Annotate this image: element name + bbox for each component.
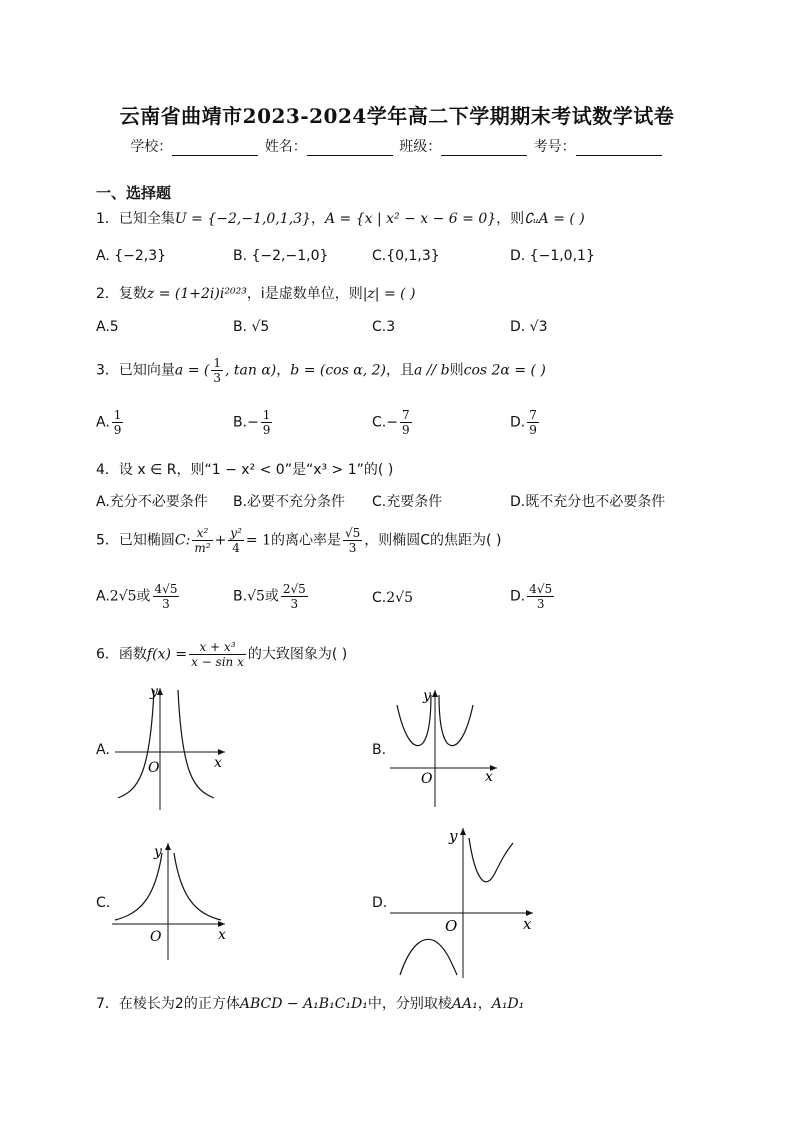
q2-abs: |z| = ( ) [362, 286, 416, 302]
graph-a-curve-left [118, 690, 154, 798]
q7-edge-1: AA₁ [451, 996, 478, 1012]
q7-sep: ， [477, 996, 492, 1012]
number-blank[interactable] [576, 141, 662, 156]
q5-f2-num: y² [230, 526, 242, 540]
q1-option-a[interactable]: A. {−2,3} [96, 248, 167, 264]
q3-frac-num: 1 [213, 356, 222, 370]
q2-text-a: 复数 [118, 286, 147, 302]
q5-c-label: C. [372, 590, 387, 606]
graph-b-label[interactable]: B. [372, 742, 387, 758]
school-blank[interactable] [172, 141, 258, 156]
q7-edge-2: A₁D₁ [491, 996, 525, 1012]
graph-a-x-label: x [214, 755, 222, 771]
question-3 [96, 356, 546, 385]
q3-b-label: B. [233, 414, 248, 431]
q5-b-num: 2√5 [282, 582, 306, 596]
q5-plus: + [214, 532, 227, 549]
q3-vec-a-post: , tan α) [225, 362, 277, 379]
q2-option-b[interactable]: B. √5 [233, 319, 270, 335]
q2-option-d[interactable]: D. √3 [510, 319, 548, 335]
q3-option-b[interactable] [233, 408, 274, 437]
question-7 [96, 993, 524, 1013]
q3-sep: ， [276, 362, 291, 379]
graph-c[interactable] [110, 838, 235, 963]
q5-b-label: B. [233, 588, 248, 605]
school-label: 学校： [130, 139, 173, 155]
q4-option-c[interactable]: C.充要条件 [372, 494, 443, 510]
q1-option-b[interactable]: B. {−2,−1,0} [233, 248, 329, 264]
q5-d-label: D. [510, 588, 526, 605]
q3-text-a: 已知向量 [118, 362, 175, 379]
q5-option-d[interactable] [510, 582, 556, 611]
q5-a-label: A. [96, 588, 110, 605]
graph-c-curve-right [174, 853, 221, 920]
q5-text-a: 已知椭圆 [118, 532, 175, 549]
graph-b-curve-right [439, 695, 473, 746]
q2-option-c[interactable]: C.3 [372, 319, 396, 335]
q2-expr: z = (1+2i)i²⁰²³ [146, 286, 247, 302]
q5-b-frac [281, 582, 308, 611]
graph-a[interactable] [110, 680, 240, 815]
q1-set-u: U = {−2,−1,0,1,3} [174, 211, 311, 227]
q3-d-frac [527, 408, 539, 437]
q5-option-a[interactable] [96, 582, 181, 611]
q3-c-sign: − [386, 414, 398, 431]
q1-text-b: ， [310, 211, 325, 227]
q6-text-b: 的大致图象为( ) [247, 646, 348, 663]
q3-option-a[interactable] [96, 408, 125, 437]
q5-a-frac [153, 582, 180, 611]
q5-a-val: 2√5 [109, 588, 137, 605]
graph-d-label[interactable]: D. [372, 895, 388, 911]
q5-b-den: 3 [290, 597, 299, 611]
q4-number: 4． [96, 462, 119, 478]
q1-number: 1． [96, 211, 119, 227]
q5-text-b: 的离心率是 [270, 532, 341, 549]
q5-frac-2 [228, 526, 244, 555]
q3-b-sign: − [247, 414, 259, 431]
q3-parallel: a // b [413, 362, 450, 379]
q3-vec-a-pre: a = ( [174, 362, 210, 379]
q3-b-frac [261, 408, 273, 437]
q5-number: 5． [96, 532, 119, 549]
q5-a-num: 4√5 [154, 582, 178, 596]
q5-d-den: 3 [536, 597, 545, 611]
q3-d-den: 9 [529, 423, 537, 437]
q5-a-or: 或 [136, 588, 151, 605]
q3-option-d[interactable] [510, 408, 541, 437]
q3-a-frac [112, 408, 124, 437]
q3-a-label: A. [96, 414, 110, 431]
q7-text-a: 在棱长为2的正方体 [118, 996, 240, 1012]
q3-c-label: C. [372, 414, 387, 431]
q3-c-num: 7 [401, 408, 410, 422]
q5-f2-den: 4 [232, 541, 240, 555]
q1-complement: ∁ᵤA = ( ) [524, 211, 585, 227]
q3-b-num: 1 [262, 408, 271, 422]
q2-option-a[interactable]: A.5 [96, 319, 119, 335]
q6-frac-den: x − sin x [191, 655, 244, 669]
q5-d-frac [527, 582, 554, 611]
q5-ecc [343, 526, 362, 555]
q3-c-frac [400, 408, 412, 437]
q3-fraction [211, 356, 223, 385]
q3-text-b: ，且 [385, 362, 414, 379]
q2-text-b: ，i是虚数单位，则 [246, 286, 363, 302]
question-5 [96, 526, 501, 555]
graph-c-x-label: x [218, 927, 226, 943]
q2-number: 2． [96, 286, 119, 302]
q7-text-b: 中，分别取棱 [367, 996, 452, 1012]
graph-a-y-label: y [150, 684, 158, 700]
q6-frac-num: x + x³ [189, 640, 246, 655]
q6-frac [189, 640, 246, 669]
q5-b-or: 或 [264, 588, 279, 605]
q6-func: f(x) = [146, 646, 188, 663]
q3-frac-den: 3 [213, 371, 222, 385]
q5-f1-den: m² [194, 541, 211, 555]
q3-a-den: 9 [113, 423, 122, 437]
q3-a-num: 1 [113, 408, 122, 422]
q5-a-den: 3 [162, 597, 170, 611]
q1-set-a: A = {x | x² − x − 6 = 0} [324, 211, 497, 227]
name-blank[interactable] [307, 141, 393, 156]
q5-frac-1 [192, 526, 212, 555]
q1-option-d[interactable]: D. {−1,0,1} [510, 248, 595, 264]
graph-c-origin: O [150, 929, 162, 945]
q5-b-val: √5 [247, 588, 265, 605]
q5-f1-num: x² [192, 526, 212, 541]
q5-c-val: 2√5 [386, 590, 413, 606]
q5-ecc-den: 3 [348, 541, 357, 555]
graph-a-label[interactable]: A. [96, 742, 110, 758]
graph-d[interactable] [385, 823, 540, 981]
class-label: 班级： [399, 139, 442, 155]
q5-option-b[interactable] [233, 582, 310, 611]
student-info-line [0, 136, 794, 156]
question-6 [96, 640, 347, 669]
graph-d-y-label: y [449, 827, 458, 845]
graph-a-origin: O [148, 760, 160, 776]
name-label: 姓名： [264, 139, 307, 155]
page-title: 云南省曲靖市2023-2024学年高二下学期期末考试数学试卷 [119, 104, 675, 128]
q4-option-b[interactable]: B.必要不充分条件 [233, 494, 346, 510]
graph-c-y-label: y [154, 844, 162, 860]
graph-d-curve-left [400, 939, 457, 975]
q5-option-c[interactable] [372, 590, 413, 606]
q5-d-num: 4√5 [529, 582, 553, 596]
q1-text-c: ，则 [496, 211, 525, 227]
q3-option-c[interactable] [372, 408, 414, 437]
q1-text-a: 已知全集 [118, 211, 175, 227]
graph-b[interactable] [385, 685, 505, 810]
question-1 [96, 208, 585, 228]
graph-d-origin: O [445, 917, 458, 935]
number-label: 考号： [533, 139, 576, 155]
q7-cube: ABCD − A₁B₁C₁D₁ [239, 996, 368, 1012]
question-2 [96, 283, 416, 303]
section-heading: 一、选择题 [96, 184, 172, 202]
q6-number: 6． [96, 646, 119, 663]
q1-option-c[interactable]: C.{0,1,3} [372, 248, 440, 264]
graph-d-curve-right [469, 838, 513, 882]
q4-option-d[interactable]: D.既不充分也不必要条件 [510, 494, 666, 510]
q5-ecc-num: √5 [344, 526, 361, 540]
graph-c-curve-left [115, 853, 162, 920]
q3-c-den: 9 [401, 423, 410, 437]
q3-b-den: 9 [262, 423, 271, 437]
graph-b-x-label: x [485, 769, 493, 785]
q7-number: 7． [96, 996, 119, 1012]
q4-text: 设 x ∈ R，则“1 − x² < 0”是“x³ > 1”的( ) [118, 462, 394, 478]
graph-c-label[interactable]: C. [96, 895, 111, 911]
q5-eq: = 1 [245, 532, 271, 549]
q4-option-a[interactable]: A.充分不必要条件 [96, 494, 208, 510]
q5-curve: C: [174, 532, 191, 549]
q5-text-c: ，则椭圆C的焦距为( ) [364, 532, 502, 549]
class-blank[interactable] [441, 141, 527, 156]
q3-d-label: D. [510, 414, 526, 431]
graph-a-curve-right [178, 690, 214, 798]
q3-text-c: 则 [449, 362, 464, 379]
graph-b-origin: O [421, 771, 433, 787]
graph-b-y-label: y [423, 688, 431, 704]
q3-d-num: 7 [529, 408, 537, 422]
q3-vec-b: b = (cos α, 2) [290, 362, 386, 379]
question-4 [96, 459, 393, 479]
graph-d-x-label: x [523, 915, 532, 933]
q3-number: 3． [96, 362, 119, 379]
q3-ask: cos 2α = ( ) [463, 362, 546, 379]
q6-text-a: 函数 [118, 646, 147, 663]
